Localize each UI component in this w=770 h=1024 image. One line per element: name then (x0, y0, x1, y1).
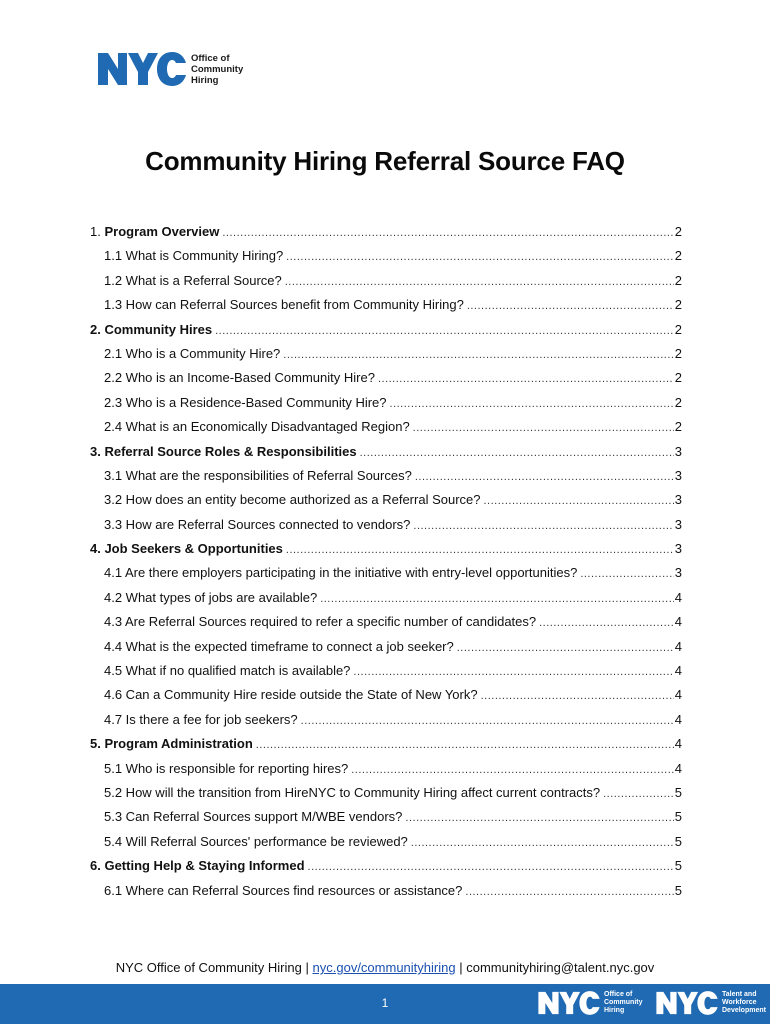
toc-entry-label (104, 417, 410, 437)
logo-line: Community (604, 999, 643, 1006)
toc-page-number: 3 (674, 516, 682, 532)
toc-entry[interactable] (90, 759, 682, 783)
table-of-contents (90, 222, 682, 905)
toc-entry[interactable] (90, 881, 682, 905)
logo-line: Office of (604, 991, 633, 998)
toc-page-number: 2 (674, 345, 682, 361)
toc-entry[interactable] (90, 637, 682, 661)
toc-entry-label (90, 856, 305, 876)
footer-org: NYC Office of Community Hiring (115, 960, 302, 975)
och-footer-logo (537, 990, 643, 1016)
toc-entry-label (104, 759, 348, 779)
toc-entry-text: 6. Getting Help & Staying Informed (90, 858, 305, 874)
toc-page-number: 4 (674, 589, 682, 605)
toc-dot-leader (360, 443, 674, 463)
nyc-wordmark-icon (655, 990, 719, 1016)
toc-dot-leader (222, 223, 673, 243)
toc-entry[interactable] (90, 490, 682, 514)
logo-line: Community (191, 63, 244, 75)
toc-page-number: 4 (674, 614, 682, 630)
toc-dot-leader (603, 784, 674, 804)
footer-separator: | (305, 960, 309, 975)
toc-dot-leader (286, 247, 674, 267)
logo-line: Hiring (191, 74, 219, 86)
toc-entry-label (90, 539, 283, 559)
toc-entry[interactable] (90, 222, 682, 246)
logo-line: Talent and (722, 991, 757, 998)
toc-entry-label (90, 320, 212, 340)
toc-page-number: 3 (674, 467, 682, 483)
toc-page-number: 4 (674, 687, 682, 703)
toc-page-number: 2 (674, 394, 682, 410)
toc-entry-text: 4.2 What types of jobs are available? (104, 589, 318, 605)
toc-entry-label (104, 344, 280, 364)
toc-entry[interactable] (90, 832, 682, 856)
toc-entry-label (90, 442, 357, 462)
toc-entry[interactable] (90, 661, 682, 685)
toc-entry-text: 5.4 Will Referral Sources' performance be reviewed? (104, 833, 408, 849)
toc-entry[interactable] (90, 734, 682, 758)
toc-entry-number: 1. (90, 224, 105, 239)
toc-entry-label (104, 832, 408, 852)
toc-page-number: 4 (674, 711, 682, 727)
toc-entry-text: 2.1 Who is a Community Hire? (104, 345, 281, 361)
toc-entry-text: 4.1 Are there employers participating in the initiative with entry-level opportunities? (104, 565, 578, 581)
toc-entry-label (104, 710, 298, 730)
toc-entry[interactable] (90, 856, 682, 880)
toc-entry-text: 2. Community Hires (90, 321, 213, 337)
toc-page-number: 2 (674, 248, 682, 264)
toc-entry[interactable] (90, 295, 682, 319)
toc-page-number: 3 (674, 443, 682, 459)
toc-page-number: 4 (674, 638, 682, 654)
toc-entry-text: 3.1 What are the responsibilities of Referral Sources? (104, 467, 412, 483)
toc-entry-text: 5. Program Administration (90, 736, 253, 752)
toc-entry-label (104, 271, 282, 291)
toc-entry-label (104, 368, 375, 388)
toc-dot-leader (465, 882, 673, 902)
toc-entry-label (104, 490, 481, 510)
toc-entry-text: Program Overview (104, 224, 220, 239)
toc-dot-leader (285, 272, 674, 292)
page-number: 1 (381, 996, 389, 1010)
toc-entry-label (104, 783, 600, 803)
toc-page-number: 2 (674, 321, 682, 337)
toc-entry-label (104, 295, 464, 315)
toc-dot-leader (320, 589, 674, 609)
toc-entry-label (104, 661, 350, 681)
toc-page-number: 2 (674, 224, 682, 239)
toc-dot-leader (301, 711, 674, 731)
toc-entry[interactable] (90, 466, 682, 490)
toc-entry-text: 3.3 How are Referral Sources connected to vendors? (104, 516, 411, 532)
toc-entry-text: 4.6 Can a Community Hire reside outside the State of New York? (104, 687, 478, 703)
toc-entry-label (104, 881, 462, 901)
toc-entry-label (104, 563, 577, 583)
toc-entry-label (90, 734, 253, 754)
toc-page-number: 2 (674, 370, 682, 386)
toc-entry[interactable] (90, 368, 682, 392)
twd-footer-logo (655, 990, 766, 1016)
toc-entry-text: 2.4 What is an Economically Disadvantaged Region? (104, 419, 410, 435)
toc-dot-leader (481, 686, 674, 706)
toc-entry-label (104, 807, 402, 827)
toc-entry-text: 5.1 Who is responsible for reporting hires? (104, 760, 349, 776)
toc-dot-leader (353, 662, 673, 682)
toc-entry[interactable] (90, 417, 682, 441)
toc-entry[interactable] (90, 539, 682, 563)
toc-entry-label (104, 637, 454, 657)
toc-entry[interactable] (90, 783, 682, 807)
toc-page-number: 3 (674, 565, 682, 581)
footer-email: communityhiring@talent.nyc.gov (466, 960, 655, 975)
toc-entry[interactable] (90, 393, 682, 417)
toc-dot-leader (457, 638, 674, 658)
toc-entry-label (104, 612, 536, 632)
toc-page-number: 5 (674, 882, 682, 898)
toc-entry[interactable] (90, 685, 682, 709)
toc-page-number: 3 (674, 541, 682, 557)
toc-dot-leader (378, 369, 674, 389)
toc-dot-leader (351, 760, 674, 780)
toc-entry[interactable] (90, 320, 682, 344)
toc-dot-leader (286, 540, 674, 560)
footer-separator: | (459, 960, 463, 975)
toc-dot-leader (413, 418, 674, 438)
toc-entry-label (90, 222, 219, 242)
toc-entry-label (104, 515, 410, 535)
toc-entry-text: 3.2 How does an entity become authorized as a Referral Source? (104, 492, 481, 508)
toc-entry[interactable] (90, 442, 682, 466)
toc-entry[interactable] (90, 710, 682, 734)
nyc-och-logo (96, 51, 243, 87)
document-title: Community Hiring Referral Source FAQ (145, 146, 625, 176)
toc-dot-leader (405, 808, 673, 828)
nyc-wordmark-icon (537, 990, 601, 1016)
toc-dot-leader (539, 613, 674, 633)
footer-link[interactable]: nyc.gov/communityhiring (312, 960, 456, 975)
toc-page-number: 5 (674, 809, 682, 825)
toc-dot-leader (256, 735, 674, 755)
toc-entry-label (104, 246, 283, 266)
logo-line: Office of (191, 52, 230, 64)
toc-page-number: 5 (674, 784, 682, 800)
toc-entry-text: 4.3 Are Referral Sources required to refer a specific number of candidates? (104, 614, 537, 630)
toc-entry-label (104, 588, 317, 608)
logo-text (604, 991, 643, 1015)
toc-entry[interactable] (90, 344, 682, 368)
logo-line: Workforce (722, 999, 757, 1006)
toc-page-number: 5 (674, 833, 682, 849)
toc-dot-leader (283, 345, 673, 365)
toc-entry-text: 4.4 What is the expected timeframe to connect a job seeker? (104, 638, 454, 654)
toc-entry-text: 4.5 What if no qualified match is available? (104, 663, 351, 679)
toc-dot-leader (484, 491, 674, 511)
logo-text (191, 53, 243, 86)
toc-dot-leader (308, 857, 674, 877)
toc-entry-text: 1.3 How can Referral Sources benefit from Community Hiring? (104, 297, 464, 313)
toc-entry[interactable] (90, 271, 682, 295)
toc-entry[interactable] (90, 588, 682, 612)
logo-line: Development (722, 1007, 766, 1014)
toc-entry-text: 6.1 Where can Referral Sources find resources or assistance? (104, 882, 463, 898)
logo-line: Hiring (604, 1007, 625, 1014)
toc-entry-text: 3. Referral Source Roles & Responsibilities (90, 443, 357, 459)
toc-entry-text: 1.2 What is a Referral Source? (104, 272, 282, 288)
toc-entry-label (104, 466, 412, 486)
toc-page-number: 5 (674, 858, 682, 874)
toc-entry-text: 1.1 What is Community Hiring? (104, 248, 284, 264)
toc-entry-text: 5.3 Can Referral Sources support M/WBE vendors? (104, 809, 403, 825)
toc-entry[interactable] (90, 515, 682, 539)
toc-dot-leader (390, 394, 674, 414)
toc-entry[interactable] (90, 563, 682, 587)
toc-dot-leader (580, 564, 673, 584)
toc-page-number: 2 (674, 419, 682, 435)
toc-entry-text: 2.2 Who is an Income-Based Community Hire? (104, 370, 375, 386)
logo-text (722, 991, 766, 1015)
toc-entry-text: 2.3 Who is a Residence-Based Community Hire? (104, 394, 387, 410)
footer-bar (0, 984, 770, 1024)
toc-page-number: 4 (674, 760, 682, 776)
toc-page-number: 2 (674, 272, 682, 288)
toc-dot-leader (215, 321, 674, 341)
toc-page-number: 2 (674, 297, 682, 313)
toc-entry[interactable] (90, 612, 682, 636)
toc-dot-leader (413, 516, 673, 536)
toc-page-number: 4 (674, 736, 682, 752)
toc-entry-text: 4. Job Seekers & Opportunities (90, 541, 283, 557)
toc-entry-label (104, 685, 478, 705)
toc-dot-leader (411, 833, 674, 853)
toc-entry-label (104, 393, 387, 413)
toc-entry-text: 4.7 Is there a fee for job seekers? (104, 711, 298, 727)
toc-entry[interactable] (90, 246, 682, 270)
toc-page-number: 3 (674, 492, 682, 508)
toc-entry-text: 5.2 How will the transition from HireNYC to Community Hiring affect current contracts? (104, 784, 601, 800)
toc-entry[interactable] (90, 807, 682, 831)
footer-contact (0, 960, 770, 975)
nyc-wordmark-icon (96, 51, 188, 87)
toc-dot-leader (415, 467, 674, 487)
toc-page-number: 4 (674, 663, 682, 679)
toc-dot-leader (467, 296, 674, 316)
